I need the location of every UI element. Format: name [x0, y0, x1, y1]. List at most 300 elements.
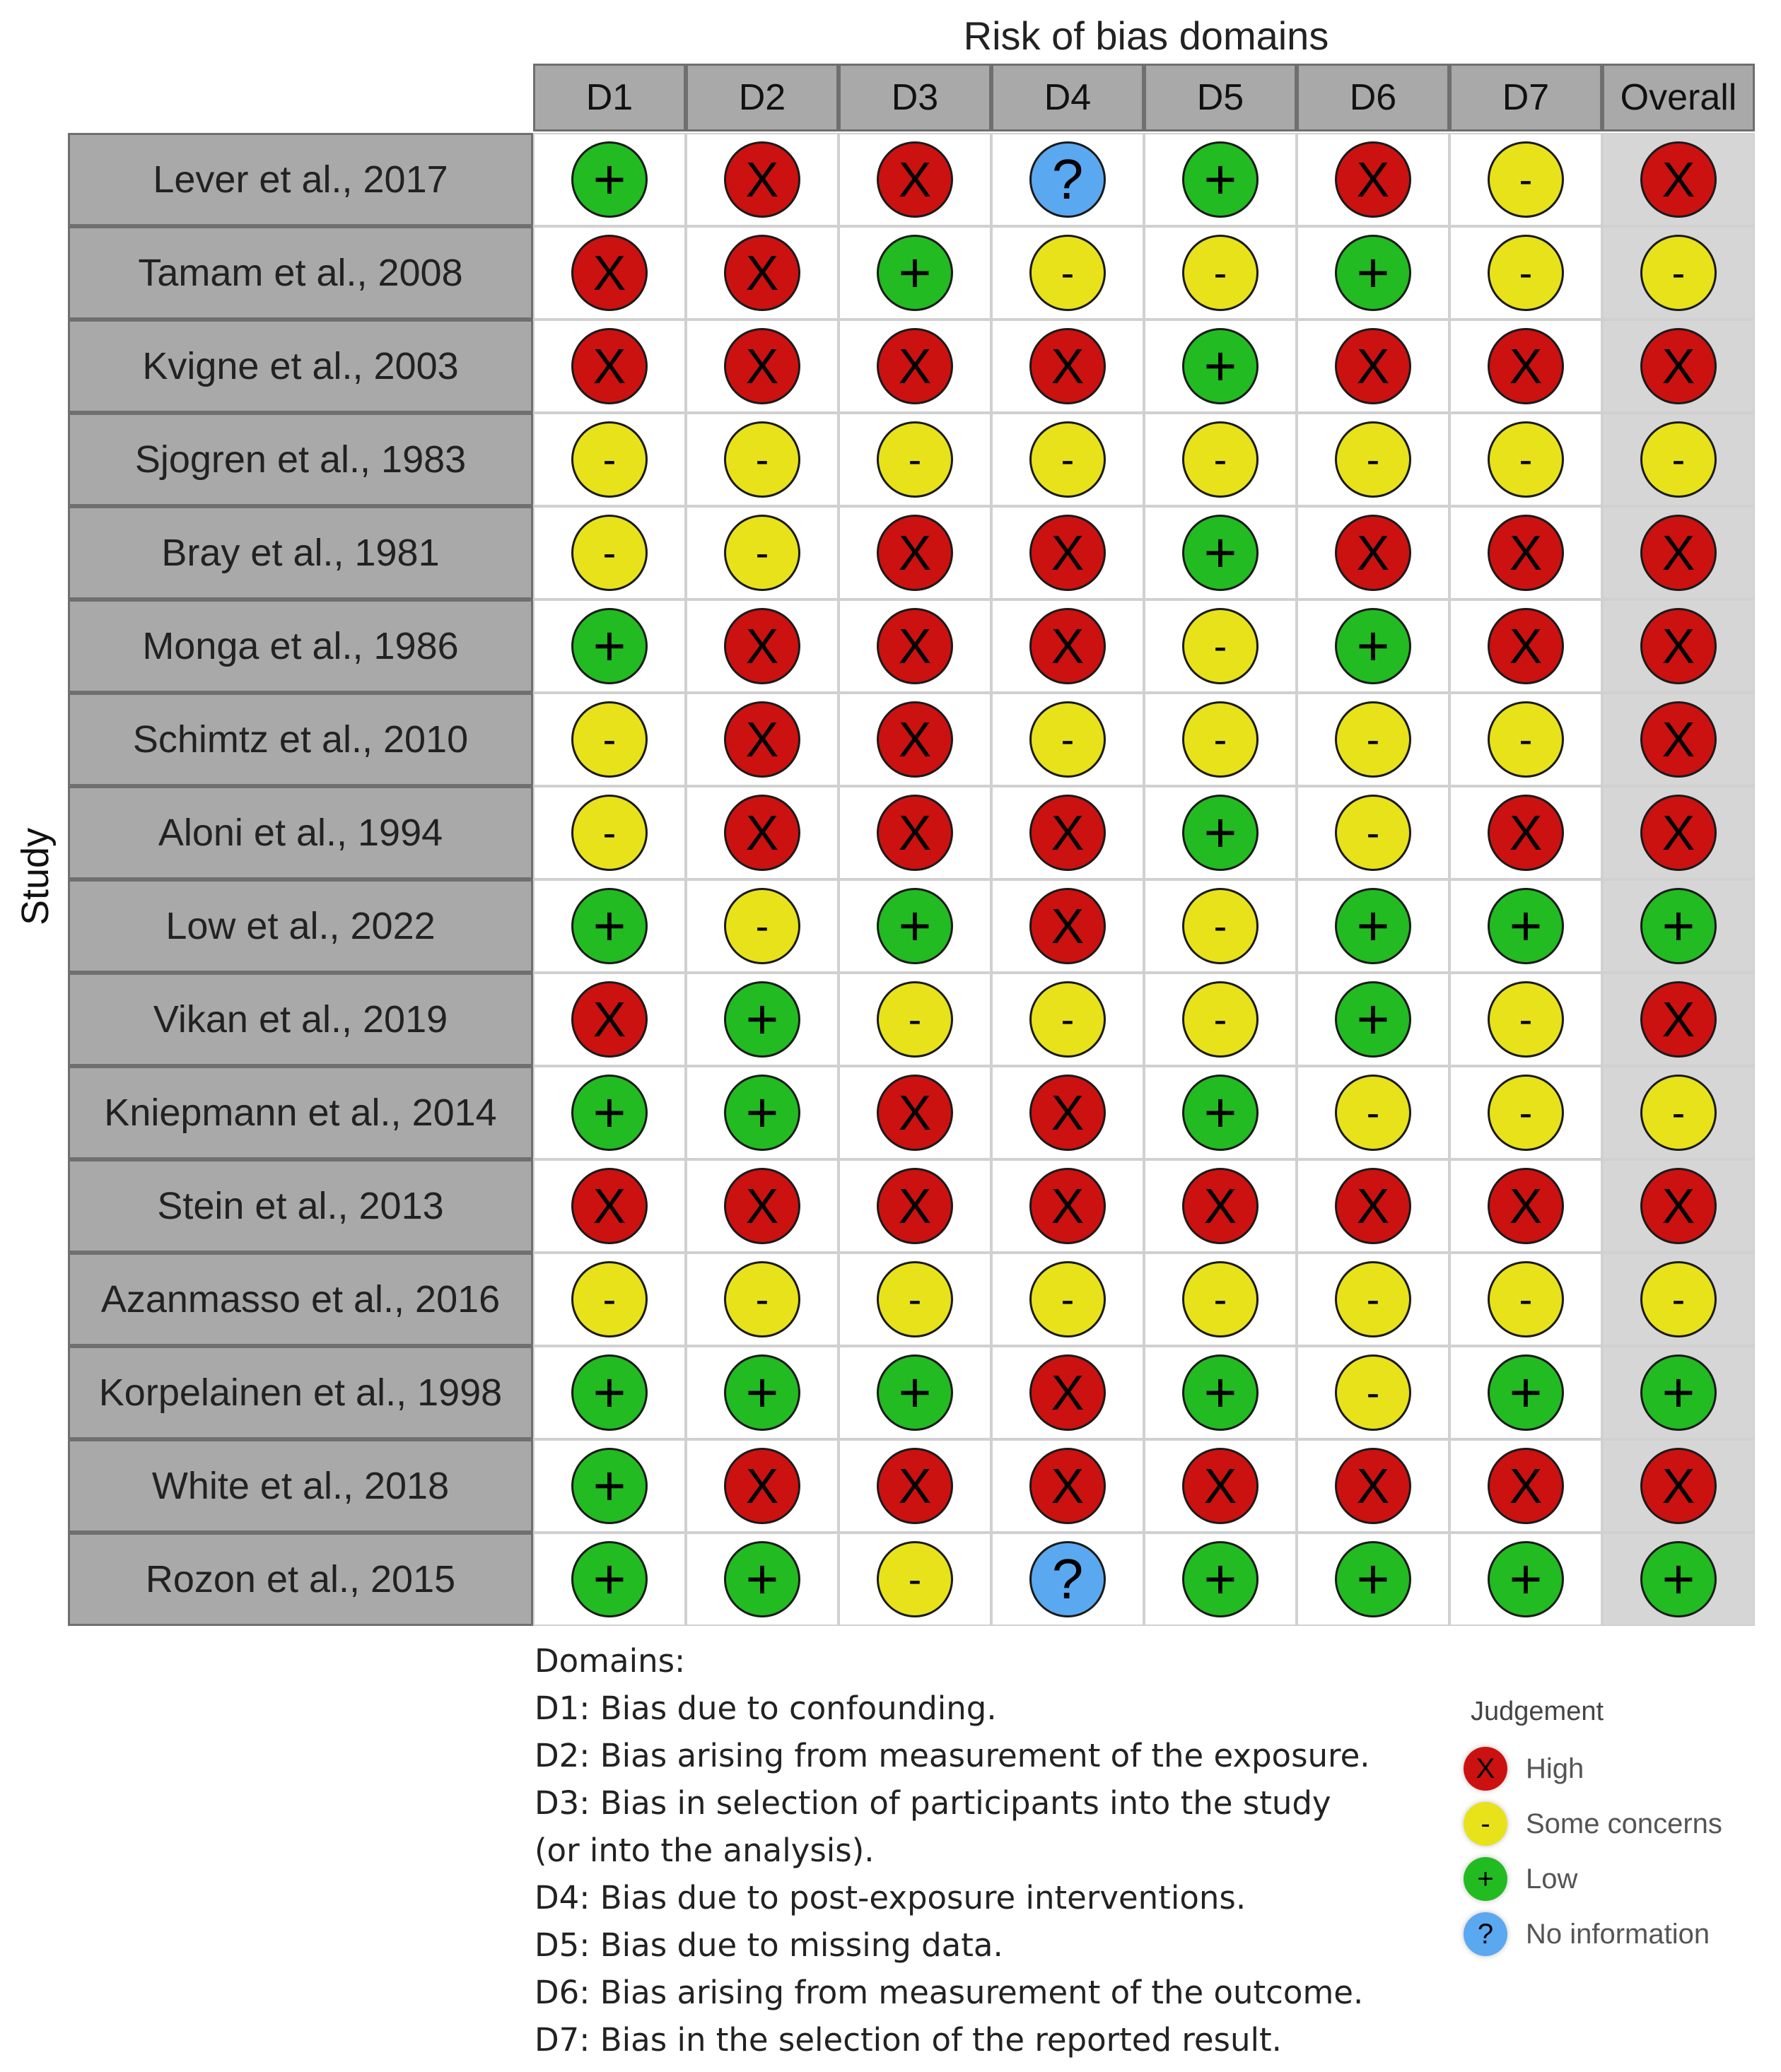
legend-label: No information — [1526, 1918, 1710, 1950]
judgement-cell — [1602, 1533, 1755, 1626]
judgement-cell — [991, 599, 1144, 693]
column-header-overall: Overall — [1602, 64, 1755, 131]
study-label: Kvigne et al., 2003 — [68, 320, 533, 413]
judgement-high-icon: X — [1488, 515, 1564, 591]
judgement-cell — [686, 1253, 839, 1346]
judgement-cell — [1297, 320, 1449, 413]
judgement-cell — [686, 879, 839, 973]
judgement-cell — [1449, 133, 1602, 226]
judgement-cell — [1449, 320, 1602, 413]
judgement-some-icon: - — [1488, 1261, 1564, 1338]
judgement-low-icon: + — [724, 1541, 800, 1617]
judgement-some-icon: - — [1640, 235, 1717, 311]
judgement-high-icon: X — [877, 701, 953, 778]
judgement-low-icon: + — [1488, 888, 1564, 964]
judgement-high-icon: X — [1182, 1168, 1259, 1244]
judgement-some-icon: - — [1182, 888, 1259, 964]
study-label: Low et al., 2022 — [68, 879, 533, 973]
judgement-low-icon: + — [1182, 1354, 1259, 1431]
judgement-cell — [1144, 879, 1297, 973]
judgement-cell — [533, 1066, 686, 1159]
judgement-cell — [1449, 506, 1602, 599]
judgement-cell — [1602, 320, 1755, 413]
judgement-low-icon: + — [1335, 608, 1411, 684]
judgement-cell — [533, 693, 686, 786]
judgement-high-icon: X — [877, 795, 953, 871]
judgement-high-icon: X — [1488, 795, 1564, 871]
judgement-cell — [686, 1439, 839, 1533]
judgement-low-icon: + — [877, 888, 953, 964]
judgement-cell — [1449, 879, 1602, 973]
column-header-d4: D4 — [991, 64, 1144, 131]
judgement-cell — [686, 599, 839, 693]
study-label: Lever et al., 2017 — [68, 133, 533, 226]
judgement-low-icon: + — [724, 1075, 800, 1151]
judgement-cell — [1602, 1346, 1755, 1439]
judgement-low-icon: + — [724, 981, 800, 1058]
judgement-none-icon: ? — [1029, 1541, 1106, 1617]
domains-line: D3: Bias in selection of participants into the study — [535, 1784, 1331, 1822]
judgement-cell — [686, 1159, 839, 1253]
judgement-low-icon: + — [571, 1354, 648, 1431]
judgement-high-icon: X — [1488, 1168, 1564, 1244]
study-label: Azanmasso et al., 2016 — [68, 1253, 533, 1346]
judgement-cell — [1297, 786, 1449, 879]
judgement-some-icon: - — [571, 701, 648, 778]
judgement-high-icon: X — [1640, 981, 1717, 1058]
judgement-cell — [991, 1346, 1144, 1439]
judgement-high-icon: X — [1182, 1448, 1259, 1524]
column-header-d2: D2 — [686, 64, 839, 131]
judgement-cell — [839, 320, 991, 413]
legend-title: Judgement — [1471, 1697, 1604, 1726]
judgement-some-icon: - — [877, 1261, 953, 1338]
judgement-cell — [991, 1066, 1144, 1159]
judgement-cell — [1449, 1533, 1602, 1626]
judgement-some-icon: - — [1335, 421, 1411, 498]
judgement-cell — [1297, 133, 1449, 226]
judgement-cell — [839, 1066, 991, 1159]
judgement-cell — [1144, 320, 1297, 413]
judgement-some-icon: - — [1029, 981, 1106, 1058]
judgement-cell — [1602, 693, 1755, 786]
judgement-some-icon: - — [1488, 981, 1564, 1058]
judgement-cell — [686, 320, 839, 413]
judgement-cell — [839, 973, 991, 1066]
judgement-high-icon: X — [1029, 1354, 1106, 1431]
judgement-cell — [533, 1346, 686, 1439]
column-header-d5: D5 — [1144, 64, 1297, 131]
judgement-cell — [1602, 786, 1755, 879]
judgement-some-icon: - — [571, 1261, 648, 1338]
judgement-cell — [1144, 1439, 1297, 1533]
judgement-high-icon: X — [724, 235, 800, 311]
judgement-low-icon: + — [1335, 235, 1411, 311]
judgement-high-icon: X — [571, 981, 648, 1058]
judgement-some-icon: - — [1182, 235, 1259, 311]
judgement-high-icon: X — [877, 515, 953, 591]
judgement-cell — [686, 973, 839, 1066]
judgement-cell — [1144, 973, 1297, 1066]
legend-label: Some concerns — [1526, 1808, 1722, 1839]
judgement-high-icon: X — [1335, 1168, 1411, 1244]
judgement-some-icon: - — [1488, 1075, 1564, 1151]
judgement-cell — [1144, 1253, 1297, 1346]
judgement-cell — [1144, 226, 1297, 320]
judgement-cell — [991, 506, 1144, 599]
judgement-some-icon: - — [1335, 1354, 1411, 1431]
judgement-cell — [533, 1533, 686, 1626]
judgement-cell — [1297, 599, 1449, 693]
judgement-cell — [839, 133, 991, 226]
judgement-cell — [1602, 133, 1755, 226]
column-header-d6: D6 — [1297, 64, 1449, 131]
domains-line: Domains: — [535, 1642, 686, 1680]
legend-item-no-information — [1464, 1907, 1760, 1962]
judgement-high-icon: X — [1029, 1168, 1106, 1244]
judgement-some-icon: - — [1640, 421, 1717, 498]
judgement-cell — [839, 599, 991, 693]
judgement-high-icon: X — [1640, 1168, 1717, 1244]
judgement-low-icon: + — [1488, 1354, 1564, 1431]
judgement-cell — [991, 973, 1144, 1066]
judgement-some-icon: - — [724, 515, 800, 591]
judgement-low-icon: + — [1640, 888, 1717, 964]
judgement-cell — [1297, 973, 1449, 1066]
judgement-cell — [839, 1533, 991, 1626]
column-header-d1: D1 — [533, 64, 686, 131]
domains-line: D5: Bias due to missing data. — [535, 1926, 1003, 1964]
judgement-cell — [686, 1533, 839, 1626]
judgement-low-icon: + — [1335, 888, 1411, 964]
judgement-some-icon: - — [1488, 701, 1564, 778]
judgement-low-icon: + — [1182, 328, 1259, 404]
study-label: Tamam et al., 2008 — [68, 226, 533, 320]
judgement-cell — [1449, 599, 1602, 693]
judgement-low-icon: + — [1640, 1541, 1717, 1617]
study-label: White et al., 2018 — [68, 1439, 533, 1533]
judgement-cell — [991, 786, 1144, 879]
judgement-high-icon: X — [1029, 608, 1106, 684]
judgement-cell — [533, 506, 686, 599]
judgement-high-icon: X — [1335, 1448, 1411, 1524]
judgement-low-icon: + — [571, 141, 648, 218]
domains-title: Risk of bias domains — [963, 13, 1329, 58]
judgement-high-icon: X — [1488, 1448, 1564, 1524]
judgement-some-icon: - — [1335, 795, 1411, 871]
judgement-some-icon: - — [1182, 701, 1259, 778]
judgement-high-icon: X — [571, 235, 648, 311]
judgement-high-icon: X — [1029, 515, 1106, 591]
legend-item-some-concerns — [1464, 1796, 1760, 1851]
judgement-high-icon: X — [1640, 795, 1717, 871]
judgement-cell — [839, 786, 991, 879]
judgement-cell — [1449, 1253, 1602, 1346]
judgement-low-icon: + — [1182, 141, 1259, 218]
judgement-high-icon: X — [1335, 141, 1411, 218]
judgement-cell — [991, 879, 1144, 973]
judgement-cell — [533, 879, 686, 973]
judgement-cell — [533, 226, 686, 320]
domains-line: D4: Bias due to post-exposure interventions. — [535, 1879, 1246, 1916]
study-label: Bray et al., 1981 — [68, 506, 533, 599]
judgement-cell — [686, 506, 839, 599]
judgement-cell — [1449, 1439, 1602, 1533]
judgement-cell — [1297, 1346, 1449, 1439]
domains-line: (or into the analysis). — [535, 1832, 875, 1869]
judgement-low-icon: + — [1335, 1541, 1411, 1617]
judgement-cell — [1602, 599, 1755, 693]
judgement-low-icon: + — [571, 1541, 648, 1617]
judgement-cell — [1144, 693, 1297, 786]
judgement-low-icon: + — [571, 608, 648, 684]
judgement-cell — [839, 1159, 991, 1253]
judgement-low-icon: + — [724, 1354, 800, 1431]
judgement-cell — [991, 133, 1144, 226]
legend-no-information-icon: ? — [1464, 1912, 1507, 1956]
judgement-high-icon: X — [1029, 1448, 1106, 1524]
judgement-low-icon: + — [571, 1075, 648, 1151]
domains-description — [535, 1637, 1418, 2064]
domains-line: D6: Bias arising from measurement of the outcome. — [535, 1974, 1364, 2011]
judgement-some-icon: - — [571, 515, 648, 591]
judgement-cell — [686, 413, 839, 506]
judgement-cell — [1297, 506, 1449, 599]
judgement-cell — [839, 506, 991, 599]
judgement-cell — [1144, 133, 1297, 226]
judgement-cell — [839, 413, 991, 506]
judgement-cell — [1297, 413, 1449, 506]
judgement-low-icon: + — [1182, 795, 1259, 871]
judgement-high-icon: X — [877, 1168, 953, 1244]
judgement-high-icon: X — [571, 328, 648, 404]
judgement-cell — [1602, 226, 1755, 320]
judgement-high-icon: X — [1488, 328, 1564, 404]
judgement-high-icon: X — [1640, 1448, 1717, 1524]
judgement-some-icon: - — [724, 421, 800, 498]
legend-label: Low — [1526, 1863, 1578, 1895]
judgement-cell — [533, 320, 686, 413]
judgement-high-icon: X — [1640, 328, 1717, 404]
domains-line: D1: Bias due to confounding. — [535, 1690, 997, 1727]
judgement-cell — [686, 1066, 839, 1159]
judgement-legend — [1464, 1697, 1760, 1962]
judgement-cell — [533, 133, 686, 226]
judgement-high-icon: X — [724, 141, 800, 218]
judgement-some-icon: - — [1335, 701, 1411, 778]
legend-item-low — [1464, 1851, 1760, 1907]
judgement-cell — [686, 133, 839, 226]
judgement-some-icon: - — [1335, 1261, 1411, 1338]
judgement-cell — [991, 693, 1144, 786]
judgement-low-icon: + — [1488, 1541, 1564, 1617]
study-label: Aloni et al., 1994 — [68, 786, 533, 879]
legend-high-icon: X — [1464, 1747, 1507, 1791]
judgement-some-icon: - — [877, 421, 953, 498]
judgement-high-icon: X — [1335, 515, 1411, 591]
judgement-cell — [1144, 1346, 1297, 1439]
judgement-cell — [1449, 413, 1602, 506]
judgement-cell — [1449, 973, 1602, 1066]
domains-line: D7: Bias in the selection of the reported result. — [535, 2021, 1282, 2059]
judgement-cell — [1602, 506, 1755, 599]
judgement-cell — [839, 879, 991, 973]
judgement-cell — [533, 413, 686, 506]
judgement-some-icon: - — [1182, 981, 1259, 1058]
judgement-some-icon: - — [877, 981, 953, 1058]
judgement-some-icon: - — [724, 888, 800, 964]
judgement-cell — [991, 226, 1144, 320]
judgement-cell — [1602, 879, 1755, 973]
judgement-cell — [1144, 1066, 1297, 1159]
judgement-high-icon: X — [724, 701, 800, 778]
legend-label: High — [1526, 1752, 1584, 1784]
judgement-some-icon: - — [571, 795, 648, 871]
judgement-some-icon: - — [1640, 1075, 1717, 1151]
legend-low-icon: + — [1464, 1857, 1507, 1901]
study-axis-label: Study — [14, 827, 57, 926]
judgement-cell — [1144, 506, 1297, 599]
judgement-cell — [1602, 1439, 1755, 1533]
judgement-cell — [1144, 599, 1297, 693]
judgement-high-icon: X — [1029, 1075, 1106, 1151]
judgement-some-icon: - — [877, 1541, 953, 1617]
judgement-some-icon: - — [1335, 1075, 1411, 1151]
legend-item-high — [1464, 1741, 1760, 1796]
judgement-cell — [1297, 1439, 1449, 1533]
judgement-cell — [1449, 226, 1602, 320]
judgement-high-icon: X — [1029, 795, 1106, 871]
judgement-low-icon: + — [1182, 515, 1259, 591]
judgement-cell — [1449, 786, 1602, 879]
judgement-some-icon: - — [1182, 421, 1259, 498]
judgement-cell — [1144, 1533, 1297, 1626]
judgement-low-icon: + — [1182, 1541, 1259, 1617]
judgement-some-icon: - — [1029, 1261, 1106, 1338]
judgement-some-icon: - — [1640, 1261, 1717, 1338]
judgement-cell — [839, 1439, 991, 1533]
study-label: Rozon et al., 2015 — [68, 1533, 533, 1626]
judgement-cell — [1297, 693, 1449, 786]
column-header-d3: D3 — [839, 64, 991, 131]
judgement-cell — [533, 973, 686, 1066]
study-label: Schimtz et al., 2010 — [68, 693, 533, 786]
judgement-cell — [991, 1439, 1144, 1533]
judgement-cell — [1449, 693, 1602, 786]
legend-some-concerns-icon: - — [1464, 1802, 1507, 1846]
judgement-high-icon: X — [877, 1448, 953, 1524]
judgement-cell — [1297, 1159, 1449, 1253]
judgement-cell — [1297, 1253, 1449, 1346]
judgement-low-icon: + — [1335, 981, 1411, 1058]
judgement-high-icon: X — [724, 328, 800, 404]
judgement-cell — [1297, 1533, 1449, 1626]
judgement-high-icon: X — [724, 608, 800, 684]
judgement-cell — [533, 786, 686, 879]
judgement-low-icon: + — [571, 888, 648, 964]
judgement-some-icon: - — [1029, 235, 1106, 311]
judgement-high-icon: X — [877, 141, 953, 218]
judgement-cell — [686, 786, 839, 879]
judgement-high-icon: X — [724, 795, 800, 871]
judgement-cell — [991, 320, 1144, 413]
judgement-high-icon: X — [1640, 515, 1717, 591]
judgement-low-icon: + — [571, 1448, 648, 1524]
study-label: Monga et al., 1986 — [68, 599, 533, 693]
judgement-cell — [991, 1159, 1144, 1253]
judgement-high-icon: X — [1488, 608, 1564, 684]
judgement-low-icon: + — [1182, 1075, 1259, 1151]
judgement-cell — [686, 226, 839, 320]
judgement-cell — [533, 1159, 686, 1253]
study-label: Kniepmann et al., 2014 — [68, 1066, 533, 1159]
judgement-high-icon: X — [1640, 608, 1717, 684]
judgement-cell — [991, 413, 1144, 506]
judgement-high-icon: X — [724, 1448, 800, 1524]
judgement-low-icon: + — [877, 1354, 953, 1431]
judgement-high-icon: X — [1640, 141, 1717, 218]
judgement-some-icon: - — [1029, 701, 1106, 778]
judgement-low-icon: + — [877, 235, 953, 311]
judgement-cell — [533, 1439, 686, 1533]
judgement-high-icon: X — [724, 1168, 800, 1244]
judgement-high-icon: X — [877, 608, 953, 684]
judgement-some-icon: - — [724, 1261, 800, 1338]
judgement-high-icon: X — [877, 1075, 953, 1151]
judgement-low-icon: + — [1640, 1354, 1717, 1431]
study-label: Vikan et al., 2019 — [68, 973, 533, 1066]
study-label: Korpelainen et al., 1998 — [68, 1346, 533, 1439]
judgement-some-icon: - — [1488, 235, 1564, 311]
study-label: Stein et al., 2013 — [68, 1159, 533, 1253]
judgement-high-icon: X — [571, 1168, 648, 1244]
judgement-cell — [686, 693, 839, 786]
judgement-high-icon: X — [1029, 888, 1106, 964]
judgement-cell — [991, 1533, 1144, 1626]
judgement-high-icon: X — [1335, 328, 1411, 404]
judgement-cell — [839, 1253, 991, 1346]
judgement-none-icon: ? — [1029, 141, 1106, 218]
judgement-cell — [839, 693, 991, 786]
judgement-cell — [1297, 226, 1449, 320]
domains-line: D2: Bias arising from measurement of the exposure. — [535, 1737, 1370, 1774]
judgement-cell — [839, 226, 991, 320]
judgement-cell — [1144, 1159, 1297, 1253]
judgement-cell — [1449, 1066, 1602, 1159]
judgement-some-icon: - — [1488, 141, 1564, 218]
judgement-cell — [839, 1346, 991, 1439]
judgement-cell — [1449, 1346, 1602, 1439]
study-label: Sjogren et al., 1983 — [68, 413, 533, 506]
study-axis-label-box — [7, 735, 64, 1018]
judgement-some-icon: - — [1488, 421, 1564, 498]
judgement-some-icon: - — [1182, 1261, 1259, 1338]
judgement-cell — [1602, 413, 1755, 506]
judgement-cell — [1297, 879, 1449, 973]
judgement-high-icon: X — [1029, 328, 1106, 404]
judgement-cell — [533, 1253, 686, 1346]
judgement-cell — [1602, 973, 1755, 1066]
judgement-cell — [686, 1346, 839, 1439]
judgement-cell — [1602, 1159, 1755, 1253]
judgement-cell — [1602, 1066, 1755, 1159]
judgement-high-icon: X — [1640, 701, 1717, 778]
judgement-some-icon: - — [1029, 421, 1106, 498]
judgement-cell — [533, 599, 686, 693]
judgement-some-icon: - — [1182, 608, 1259, 684]
judgement-cell — [991, 1253, 1144, 1346]
judgement-cell — [1144, 786, 1297, 879]
